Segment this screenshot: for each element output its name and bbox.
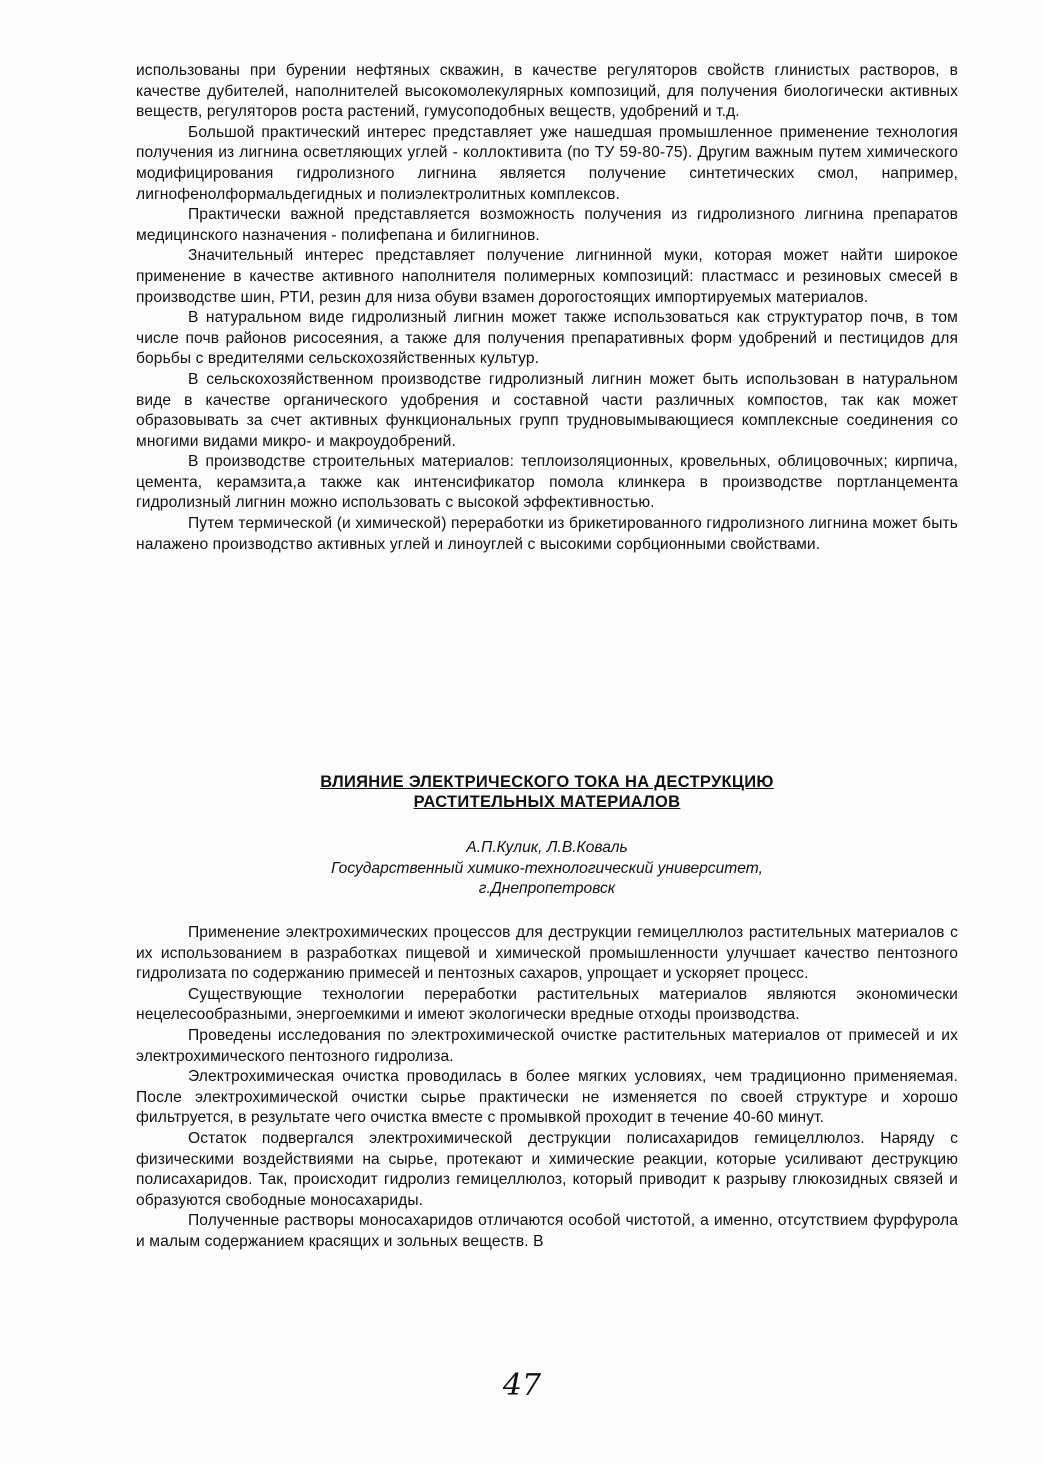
paragraph: Полученные растворы моносахаридов отличаются особой чистотой, а именно, отсутствием фурфурола и малым содержанием красящих и зольных веществ. В [136,1212,958,1250]
paragraph: использованы при бурении нефтяных скважин, в качестве регуляторов свойств глинистых растворов, в качестве дубителей, наполнителей высокомолекулярных композиций, для получения биологически активных веществ, регуляторов роста растений, гумусоподобных веществ, удобрений и т.д. [136,62,958,121]
paragraph: Применение электрохимических процессов для деструкции гемицеллюлоз растительных материалов с их использованием в разработках пищевой и химической промышленности улучшает качество пентозного гидролизата по содержанию примесей и пентозных сахаров, упрощает и ускоряет процесс. [136,924,958,983]
paragraph: В производстве строительных материалов: теплоизоляционных, кровельных, облицовочных; кирпича, цемента, керамзита,а также как интенсификатор помола клинкера в производстве портланцемента гидролизный лигнин можно использовать с высокой эффективностью. [136,453,958,512]
article-byline [136,838,958,900]
city: г.Днепропетровск [478,880,616,897]
paragraph: Проведены исследования по электрохимической очистке растительных материалов от примесей и их электрохимического пентозного гидролиза. [136,1026,958,1065]
paragraph: Путем термической (и химической) переработки из брикетированного гидролизного лигнина может быть налажено производство активных углей и линоуглей с высокими сорбционными свойствами. [136,515,958,553]
paragraph: Большой практический интерес представляет уже нашедшая промышленное применение технология получения из лигнина осветляющих углей - коллоктивита (по ТУ 59-80-75). Другим важным путем химического модифицирования гидролизного лигнина является получение синтетических смол, например, лигнофенолформальдегидных и полиэлектролитных комплексов. [136,123,958,203]
paragraph: Практически важной представляется возможность получения из гидролизного лигнина препаратов медицинского назначения - полифепана и билигнинов. [136,206,958,244]
paragraph: Электрохимическая очистка проводилась в более мягких условиях, чем традиционно применяемая. После электрохимической очистки сырье практически не изменяется по своей структуре и хорошо фильтруется, в результате чего очистка вместе с промывкой проходит в течение 40-60 минут. [136,1068,958,1127]
article-title-line-2: РАСТИТЕЛЬНЫХ МАТЕРИАЛОВ [413,793,681,811]
paragraph: Остаток подвергался электрохимической деструкции полисахаридов гемицеллюлоз. Наряду с физическими воздействиями на сырье, протекают и химические реакции, которые усиливают деструкцию полисахаридов. Так, происходит гидролиз гемицеллюлоз, который приводит к разрыву глюкозидных связей и образуются свободные моносахариды. [136,1129,958,1209]
paragraph: Существующие технологии переработки растительных материалов являются экономически нецелесообразными, энергоемкими и имеют экологически вредные отходы производства. [136,985,958,1024]
paragraph: В натуральном виде гидролизный лигнин может также использоваться как структуратор почв, в том числе почв районов рисосеяния, а также для получения препаративных форм удобрений и пестицидов для борьбы с вредителями сельскохозяйственных культур. [136,309,958,368]
paragraph: В сельскохозяйственном производстве гидролизный лигнин может быть использован в натуральном виде в качестве органического удобрения и составной части различных компостов, так как может образовывать за счет активных функциональных групп трудновымывающиеся комплексные соединения со многими видами микро- и макроудобрений. [136,370,958,450]
article-body [136,923,958,1253]
article-title-line-1: ВЛИЯНИЕ ЭЛЕКТРИЧЕСКОГО ТОКА НА ДЕСТРУКЦИЮ [320,773,774,791]
paragraph: Значительный интерес представляет получение лигнинной муки, которая может найти широкое применение в качестве активного наполнителя полимерных композиций: пластмасс и резиновых смесей в производстве шин, РТИ, резин для низа обуви взамен дорогостоящих импортируемых материалов. [136,247,958,306]
article-title [136,772,958,812]
previous-article-text [136,61,958,555]
authors: А.П.Кулик, Л.В.Коваль [466,839,628,856]
page-number: 47 [502,1368,542,1403]
institution: Государственный химико-технологический университет, [331,859,763,877]
